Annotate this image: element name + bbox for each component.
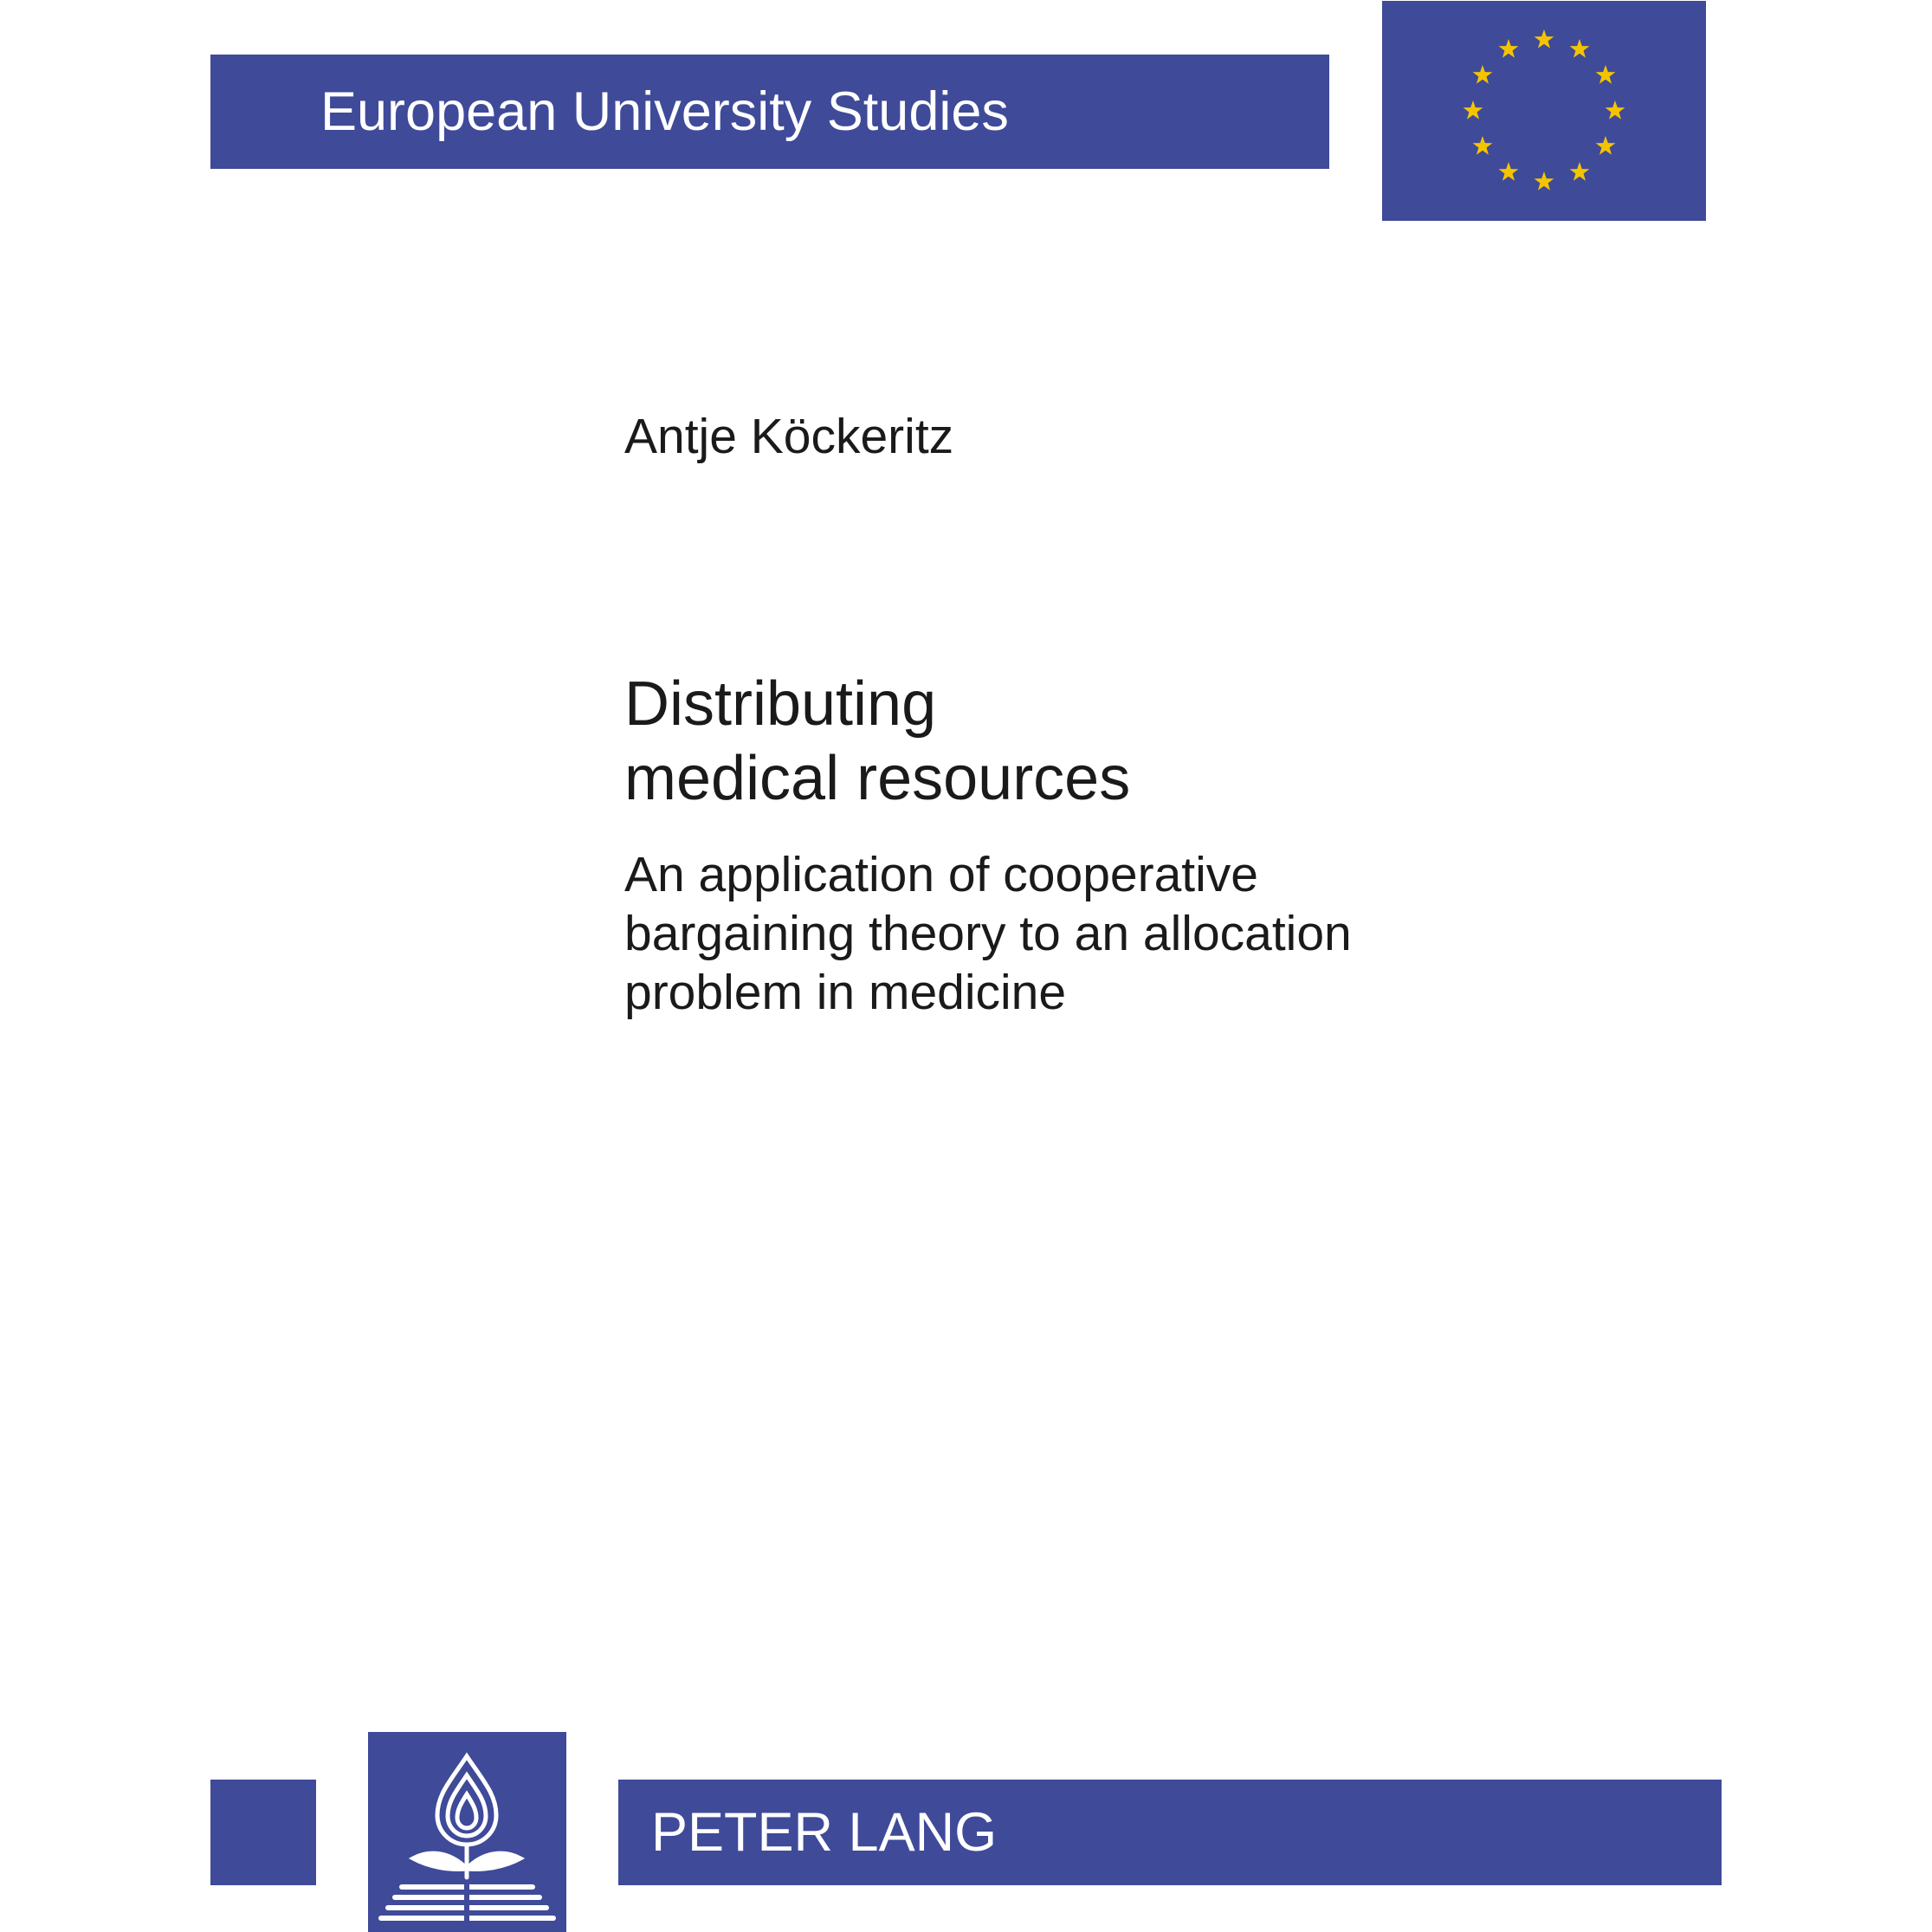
book-subtitle-line: problem in medicine	[624, 965, 1067, 1020]
star-icon	[1499, 39, 1519, 58]
book-title-line: Distributing	[624, 669, 937, 739]
star-icon	[1596, 136, 1616, 155]
eu-flag	[1382, 1, 1706, 221]
star-icon	[1535, 29, 1554, 48]
publisher-logo	[368, 1732, 566, 1932]
decorative-square	[210, 1780, 316, 1885]
star-icon	[1464, 100, 1483, 120]
series-title: European University Studies	[320, 81, 1009, 142]
star-icon	[1570, 162, 1590, 181]
publisher-band	[618, 1780, 1722, 1885]
series-band	[210, 55, 1329, 169]
author-name: Antje Köckeritz	[624, 409, 954, 464]
eu-stars-icon	[1382, 1, 1706, 221]
star-icon	[1499, 162, 1519, 181]
star-icon	[1570, 39, 1590, 58]
peter-lang-flame-book-icon	[368, 1732, 566, 1932]
book-subtitle	[624, 845, 1352, 1022]
star-icon	[1535, 171, 1554, 191]
publisher-name: PETER LANG	[651, 1802, 998, 1863]
book-subtitle-line: bargaining theory to an allocation	[624, 906, 1352, 961]
star-icon	[1606, 100, 1625, 120]
book-title	[624, 667, 1130, 816]
book-subtitle-line: An application of cooperative	[624, 847, 1258, 902]
star-icon	[1596, 65, 1616, 84]
star-icon	[1473, 65, 1493, 84]
star-icon	[1473, 136, 1493, 155]
book-title-line: medical resources	[624, 744, 1131, 813]
